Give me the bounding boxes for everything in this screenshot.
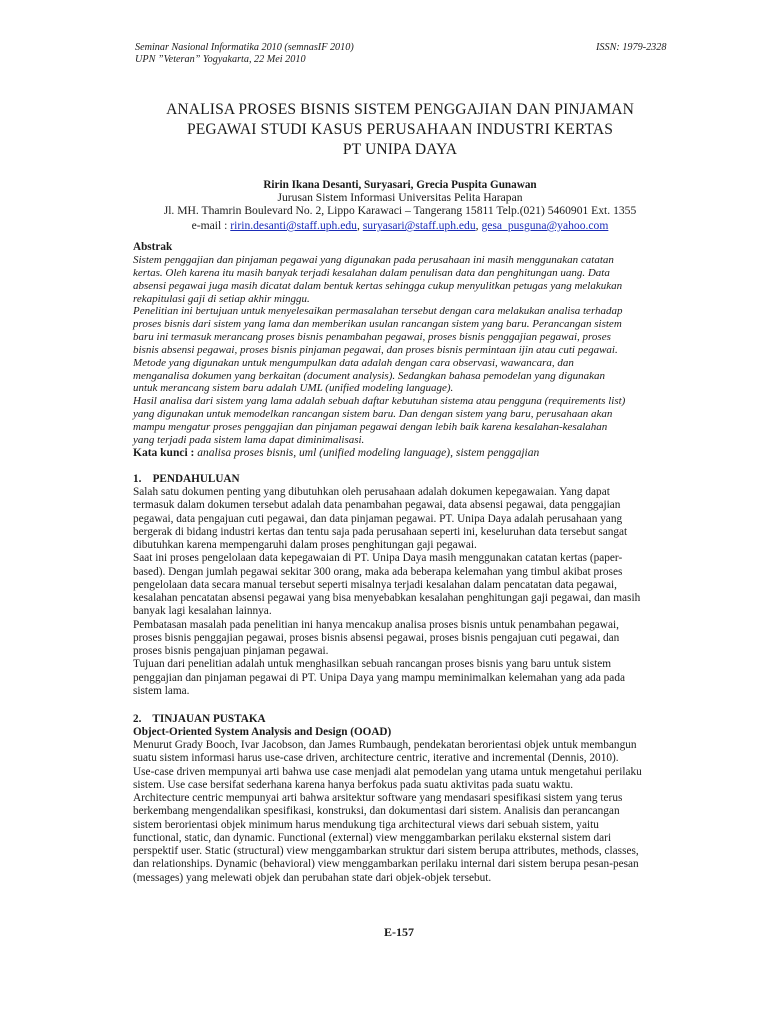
paper-title-line-3: PT UNIPA DAYA (342, 141, 458, 158)
section-2-line: berkembang mengendalikan spesifikasi, konstruksi, dan dokumentasi dari sistem. Analisis dan perancangan (133, 805, 620, 818)
section-2-line: dan relationships. Dynamic (behavioral) view menggambarkan perilaku internal dari sistem berupa pesan-pesan (133, 858, 639, 871)
section-1-line: proses bisnis penggajian pegawai, proses bisnis absensi pegawai, proses bisnis pengajuan cuti pegawai, dan (133, 631, 620, 644)
authors: Ririn Ikana Desanti, Suryasari, Grecia Puspita Gunawan (263, 179, 537, 191)
running-header-issn: ISSN: 1979-2328 (596, 42, 667, 53)
abstract-line: untuk merancang sistem baru adalah UML (unified modeling language). (133, 382, 454, 395)
page-number: E-157 (384, 925, 414, 939)
section-1-line: pegawai, data pengajuan cuti pegawai, dan data pinjaman pegawai. PT. Unipa Daya adalah perusahaan yang (133, 512, 623, 525)
abstract-line: Hasil analisa dari sistem yang lama adalah sebuah daftar kebutuhan sistema atau pengguna (requirements list) (133, 395, 626, 408)
section-1-line: Tujuan dari penelitian adalah untuk menghasilkan sebuah rancangan proses bisnis yang baru untuk sistem (133, 658, 612, 671)
section-2-line: sistem berorientasi objek minimum harus mendukung tiga architectural views dari sebuah sistem, yaitu (133, 818, 599, 831)
address: Jl. MH. Thamrin Boulevard No. 2, Lippo Karawaci – Tangerang 15811 Telp.(021) 5460901 Ext. 1355 (163, 204, 637, 217)
email-link-3[interactable]: gesa_pusguna@yahoo.com (481, 219, 609, 232)
keywords-label: Kata kunci : (133, 446, 195, 459)
abstract-line: kertas. Oleh karena itu masih banyak terjadi kesalahan dalam penulisan data dan penghitungan uang. Data (133, 266, 610, 279)
email-link-2[interactable]: suryasari@staff.uph.edu (362, 219, 476, 232)
abstract-line: menganalisa dokumen yang berkaitan (document analysis). Sedangkan bahasa pemodelan yang digunakan (133, 369, 605, 382)
abstract-line: Sistem penggajian dan pinjaman pegawai yang digunakan pada perusahaan ini masih menggunakan catatan (133, 254, 614, 266)
email-line (100, 219, 700, 233)
section-1-line: Salah satu dokumen penting yang dibutuhkan oleh perusahaan adalah dokumen kepegawaian. Yang dapat (133, 486, 610, 499)
abstract-line: yang terjadi pada sistem lama dapat diminimalisasi. (133, 433, 365, 446)
section-2-line: perspektif user. Static (structural) view menggambarkan struktur dari sistem berupa attributes, methods, classes, (133, 845, 639, 858)
email-prefix: e-mail : (191, 219, 231, 232)
abstract-line: Metode yang digunakan untuk mengumpulkan data adalah dengan cara observasi, wawancara, dan (133, 356, 574, 369)
email-link-1[interactable]: ririn.desanti@staff.uph.edu (230, 219, 357, 232)
email-separator: , (356, 219, 363, 232)
section-2-line: Architecture centric mempunyai arti bahwa arsitektur software yang mendasari spesifikasi sistem yang terus (133, 792, 623, 805)
abstract-line: yang digunakan untuk memodelkan rancangan sistem baru. Dan dengan sistem yang baru, perusahaan akan (133, 408, 613, 421)
section-1-heading: 1. PENDAHULUAN (133, 473, 240, 486)
section-2-subheading: Object-Oriented System Analysis and Design (OOAD) (133, 726, 392, 739)
email-separator: , (475, 219, 482, 232)
header-conference: Seminar Nasional Informatika 2010 (semnasIF 2010) (135, 42, 354, 53)
section-tinjauan-pustaka (133, 713, 669, 885)
section-2-line: suatu sistem informasi harus use-case driven, architecture centric, iterative and incremental (Dennis, 2010). (133, 752, 619, 765)
keywords-text: analisa proses bisnis, uml (unified modeling language), sistem penggajian (194, 446, 540, 459)
section-1-line: kesalahan pencatatan absensi pegawai yang bisa menyebabkan kesalahan penghitungan gaji pegawai, dan masih (133, 592, 641, 605)
section-1-line: banyak lagi kesalahan lainnya. (133, 605, 272, 618)
section-2-line: Menurut Grady Booch, Ivar Jacobson, dan James Rumbaugh, pendekatan berorientasi objek untuk membangun (133, 739, 637, 752)
section-2-line: sistem. Use case bersifat sederhana karena hanya berfokus pada suatu aktivitas pada suatu waktu. (133, 778, 574, 791)
running-header-left (135, 42, 354, 66)
section-1-line: based). Dengan jumlah pegawai sekitar 300 orang, maka ada beberapa kelemahan yang timbul akibat proses (133, 565, 623, 578)
body-text (133, 241, 669, 885)
section-1-line: Saat ini proses pengelolaan data kepegawaian di PT. Unipa Daya masih menggunakan catatan kertas (paper- (133, 552, 623, 565)
section-2-heading: 2. TINJAUAN PUSTAKA (133, 713, 266, 726)
section-1-line: termasuk dalam dokumen tersebut adalah data penambahan pegawai, data absensi pegawai, data penggajian (133, 499, 621, 512)
abstract-line: mampu mengatur proses penggajian dan pinjaman pegawai dengan lebih baik karena kesalahan-kesalahan (133, 420, 608, 433)
paper-title-line-1: ANALISA PROSES BISNIS SISTEM PENGGAJIAN DAN PINJAMAN (166, 101, 634, 118)
section-1-line: pengelolaan data secara manual tersebut seperti misalnya terjadi kesalahan dalam pencatatan data pegawai, (133, 578, 617, 591)
section-1-line: Pembatasan masalah pada penelitian ini hanya mencakup analisa proses bisnis untuk penambahan pegawai, (133, 618, 619, 631)
section-1-line: sistem lama. (133, 684, 190, 697)
abstract-line: baru ini termasuk merancang proses bisnis penambahan pegawai, proses bisnis penggajian pegawai, proses (133, 331, 611, 344)
abstract-line: rekapitulasi gaji di setiap akhir minggu. (133, 292, 310, 305)
section-pendahuluan (133, 473, 669, 698)
abstract-line: bisnis absensi pegawai, proses bisnis pinjaman pegawai, dan proses bisnis permintaan ijin atau cuti pegawai. (133, 343, 618, 356)
section-1-line: proses bisnis pengajuan pinjaman pegawai. (133, 645, 329, 658)
abstract-line: proses bisnis dari sistem yang lama dan memberikan usulan rancangan sistem yang baru. Perancangan sistem (133, 318, 622, 331)
section-1-line: penggajian dan pinjaman pegawai di PT. Unipa Daya yang mampu meminimalkan kelemahan yang ada pada (133, 671, 625, 684)
spacer (133, 698, 669, 713)
abstract-line: Penelitian ini bertujuan untuk menyelesaikan permasalahan tersebut dengan cara melakukan analisa terhadap (133, 305, 623, 318)
abstract-label: Abstrak (133, 241, 173, 253)
section-2-line: functional, static, dan dynamic. Functional (external) view menggambarkan perilaku eksternal sistem dari (133, 831, 612, 844)
section-2-line: Use-case driven mempunyai arti bahwa use case menjadi alat pemodelan yang utama untuk mengetahui perilaku (133, 765, 642, 778)
paper-title-line-2: PEGAWAI STUDI KASUS PERUSAHAAN INDUSTRI KERTAS (186, 121, 614, 138)
abstract-line: absensi pegawai juga masih dicatat dalam bentuk kertas sehingga cukup menyulitkan petugas yang melakukan (133, 279, 623, 292)
section-1-line: bergerak di bidang industri kertas dan tentu saja pada perusahaan seperti ini, keseluruhan data tersebut sangat (133, 525, 628, 538)
abstract (133, 241, 669, 460)
section-1-line: dibutuhkan karena mempengaruhi dalam proses penghitungan gaji pegawai. (133, 539, 477, 552)
affiliation: Jurusan Sistem Informasi Universitas Pelita Harapan (277, 191, 523, 204)
section-2-line: (messages) yang melewati objek dan perubahan state dari objek-objek tersebut. (133, 871, 492, 884)
spacer (133, 460, 669, 473)
keywords (133, 447, 669, 461)
header-venue-date: UPN ”Veteran” Yogyakarta, 22 Mei 2010 (135, 54, 306, 65)
